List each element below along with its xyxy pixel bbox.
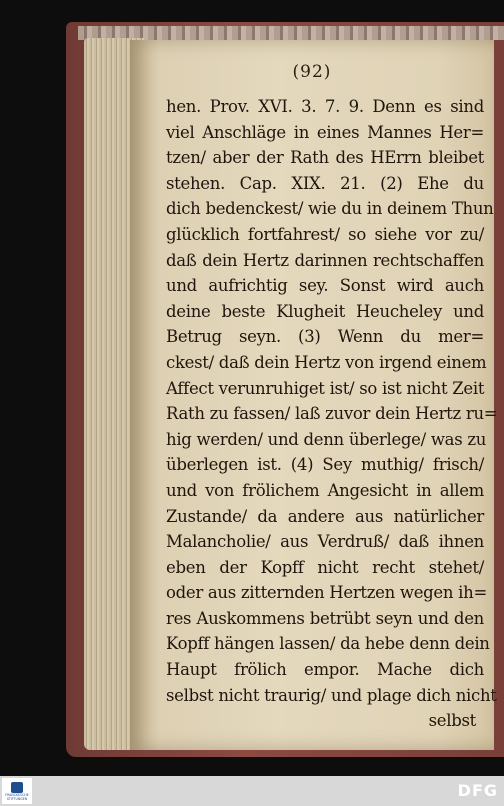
text-line: Zustande/ da andere aus natürlicher	[166, 506, 484, 526]
text-line: viel Anschläge in eines Mannes Her=	[166, 122, 484, 142]
text-line: ckest/ daß dein Hertz von irgend einem	[166, 352, 487, 372]
text-line: eben der Kopff nicht recht stehet/	[166, 557, 484, 577]
text-line: dich bedenckest/ wie du in deinem Thun	[166, 199, 494, 219]
text-line: stehen. Cap. XIX. 21. (2) Ehe du	[166, 173, 484, 193]
text-line: hig werden/ und denn überlege/ was zu	[166, 429, 487, 449]
text-line: und aufrichtig sey. Sonst wird auch	[166, 276, 484, 296]
text-line: Rath zu fassen/ laß zuvor dein Hertz ru=	[166, 404, 498, 424]
dfg-logo[interactable]: DFG	[457, 781, 498, 800]
text-line: deine beste Klugheit Heucheley und	[166, 301, 484, 321]
text-line: daß dein Hertz darinnen rechtschaffen	[166, 250, 484, 270]
text-line: Kopff hängen lassen/ da hebe denn dein	[166, 634, 490, 654]
text-line: res Auskommens betrübt seyn und den	[166, 608, 484, 628]
text-line: selbst nicht traurig/ und plage dich nicht	[166, 685, 497, 705]
franckesche-stiftungen-logo[interactable]	[2, 778, 32, 804]
text-line: Haupt frölich empor. Mache dich	[166, 660, 484, 680]
logo-caption: FRANCKESCHE STIFTUNGEN	[5, 792, 29, 801]
catchword: selbst	[428, 711, 476, 731]
page-text	[166, 94, 498, 734]
text-line: glücklich fortfahrest/ so siehe vor zu/	[166, 224, 484, 244]
page-number: (92)	[292, 62, 332, 82]
book-page	[130, 40, 498, 750]
text-line: oder aus zitternden Hertzen wegen ih=	[166, 583, 487, 603]
text-line: hen. Prov. XVI. 3. 7. 9. Denn es sind	[166, 97, 484, 116]
viewer-footer	[0, 776, 504, 806]
text-line: Malancholie/ aus Verdruß/ daß ihnen	[166, 532, 484, 552]
institution-icon	[11, 782, 23, 793]
text-line: überlegen ist. (4) Sey muthig/ frisch/	[166, 455, 484, 475]
text-line: Affect verunruhiget ist/ so ist nicht Zeit	[166, 378, 485, 398]
text-line: tzen/ aber der Rath des HErrn bleibet	[166, 148, 484, 168]
text-line: und von frölichem Angesicht in allem	[166, 480, 484, 500]
text-line: Betrug seyn. (3) Wenn du mer=	[166, 327, 484, 347]
